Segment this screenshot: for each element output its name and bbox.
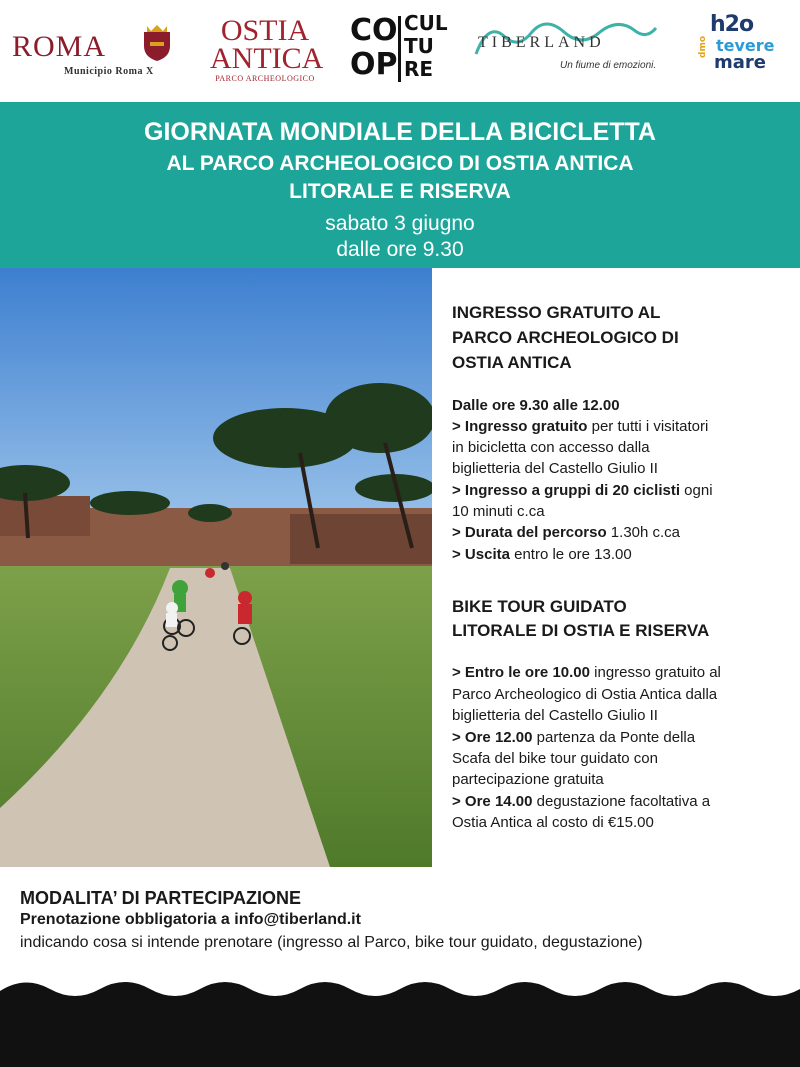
coop-logo-left-line: CO (350, 13, 398, 48)
section1-item-bold: > Ingresso a gruppi di 20 ciclisti (452, 482, 680, 499)
section1-item (452, 501, 545, 522)
section2-item-text: Ostia Antica al costo di €15.00 (452, 814, 654, 831)
section1-item-text: per tutti i visitatori (587, 418, 709, 435)
section1-heading-line: OSTIA ANTICA (452, 353, 572, 372)
section1-item-bold: > Durata del percorso (452, 524, 607, 541)
section1-item-text: 10 minuti c.ca (452, 503, 545, 520)
ostia-logo-line2: ANTICA (210, 42, 324, 75)
roma-subtitle: Municipio Roma X (64, 66, 154, 77)
coop-logo-left (350, 14, 398, 82)
section2-item (452, 662, 721, 683)
booking-note: indicando cosa si intende prenotare (ingresso al Parco, bike tour guidato, degustazione) (20, 934, 643, 951)
park-cyclists-photo (0, 268, 432, 867)
wave-footer (0, 975, 800, 1067)
section2-item-text: Scafa del bike tour guidato con (452, 750, 658, 767)
banner-title: GIORNATA MONDIALE DELLA BICICLETTA (144, 118, 656, 146)
section2-item (452, 705, 658, 726)
participation-title: MODALITA’ DI PARTECIPAZIONE (20, 888, 302, 908)
section2-item (452, 684, 717, 705)
section1-item (452, 544, 632, 565)
section1-item-text: ogni (680, 482, 713, 499)
section1-item-bold: > Ingresso gratuito (452, 418, 588, 435)
coop-culture-logo (350, 10, 448, 86)
section2-item-bold: > Ore 12.00 (452, 729, 533, 746)
banner-subtitle-line1: AL PARCO ARCHEOLOGICO DI OSTIA ANTICA (166, 152, 634, 175)
coop-logo-left-line: OP (350, 47, 398, 82)
coop-logo-right-line: TU (404, 34, 434, 58)
section1-item-text: in bicicletta con accesso dalla (452, 439, 650, 456)
section1-item (452, 458, 658, 479)
section2-item (452, 769, 604, 790)
section2-item-bold: > Ore 14.00 (452, 793, 533, 810)
coop-logo-divider (398, 16, 401, 82)
ostia-logo-subtitle: PARCO ARCHEOLOGICO (215, 74, 315, 83)
banner-time: dalle ore 9.30 (336, 238, 464, 261)
coop-logo-right-line: RE (404, 57, 434, 81)
section1-item (452, 416, 708, 437)
coop-logo-right (404, 12, 448, 81)
section1-item (452, 437, 650, 458)
section2-item-text: Parco Archeologico di Ostia Antica dalla (452, 686, 718, 703)
section2-item-text: partenza da Ponte della (532, 729, 696, 746)
title-banner (0, 102, 800, 268)
h2o-logo-bottom: mare (714, 52, 766, 73)
roma-crest-icon (140, 24, 174, 62)
h2o-tevere-mare-logo (698, 12, 782, 78)
section2-item (452, 791, 710, 812)
section2-item (452, 748, 658, 769)
section2-heading-line: BIKE TOUR GUIDATO (452, 597, 627, 616)
section1-hours: Dalle ore 9.30 alle 12.00 (452, 397, 620, 414)
banner-subtitle-line2: LITORALE E RISERVA (289, 180, 511, 203)
section2-item-text: ingresso gratuito al (589, 664, 721, 681)
section1-item-text: biglietteria del Castello Giulio II (452, 460, 658, 477)
h2o-logo-top: h2o (710, 12, 754, 37)
section2-item-text: partecipazione gratuita (452, 771, 604, 788)
ostia-logo-line1: OSTIA (220, 14, 310, 47)
section2-item (452, 727, 695, 748)
section1-item-text: entro le ore 13.00 (509, 546, 632, 563)
section1-item (452, 522, 680, 543)
h2o-logo-side: dmo (698, 35, 708, 58)
section1-item-text: 1.30h c.ca (606, 524, 681, 541)
booking-info: Prenotazione obbligatoria a info@tiberland.it (20, 911, 361, 928)
coop-logo-right-line: CUL (404, 11, 448, 35)
photo-illustration (0, 268, 432, 867)
section1-heading-line: INGRESSO GRATUITO AL (452, 303, 661, 322)
ostia-antica-logo (210, 14, 324, 84)
h2o-logo-mid: tevere (716, 36, 775, 55)
section2-item-text: biglietteria del Castello Giulio II (452, 707, 658, 724)
tiberland-logo (474, 14, 658, 80)
roma-logo (12, 22, 182, 82)
tiberland-tagline: Un fiume di emozioni. (560, 60, 657, 71)
section2-heading-line: LITORALE DI OSTIA E RISERVA (452, 621, 710, 640)
section1-heading-line: PARCO ARCHEOLOGICO DI (452, 328, 679, 347)
section2-item-bold: > Entro le ore 10.00 (452, 664, 590, 681)
section2-item (452, 812, 654, 833)
logo-bar (0, 0, 800, 100)
roma-logo-text: ROMA (12, 30, 107, 63)
section1-item (452, 480, 713, 501)
banner-date: sabato 3 giugno (325, 212, 475, 235)
tiberland-name: TIBERLAND (478, 34, 605, 51)
section1-item-bold: > Uscita (452, 546, 510, 563)
section2-item-text: degustazione facoltativa a (532, 793, 711, 810)
